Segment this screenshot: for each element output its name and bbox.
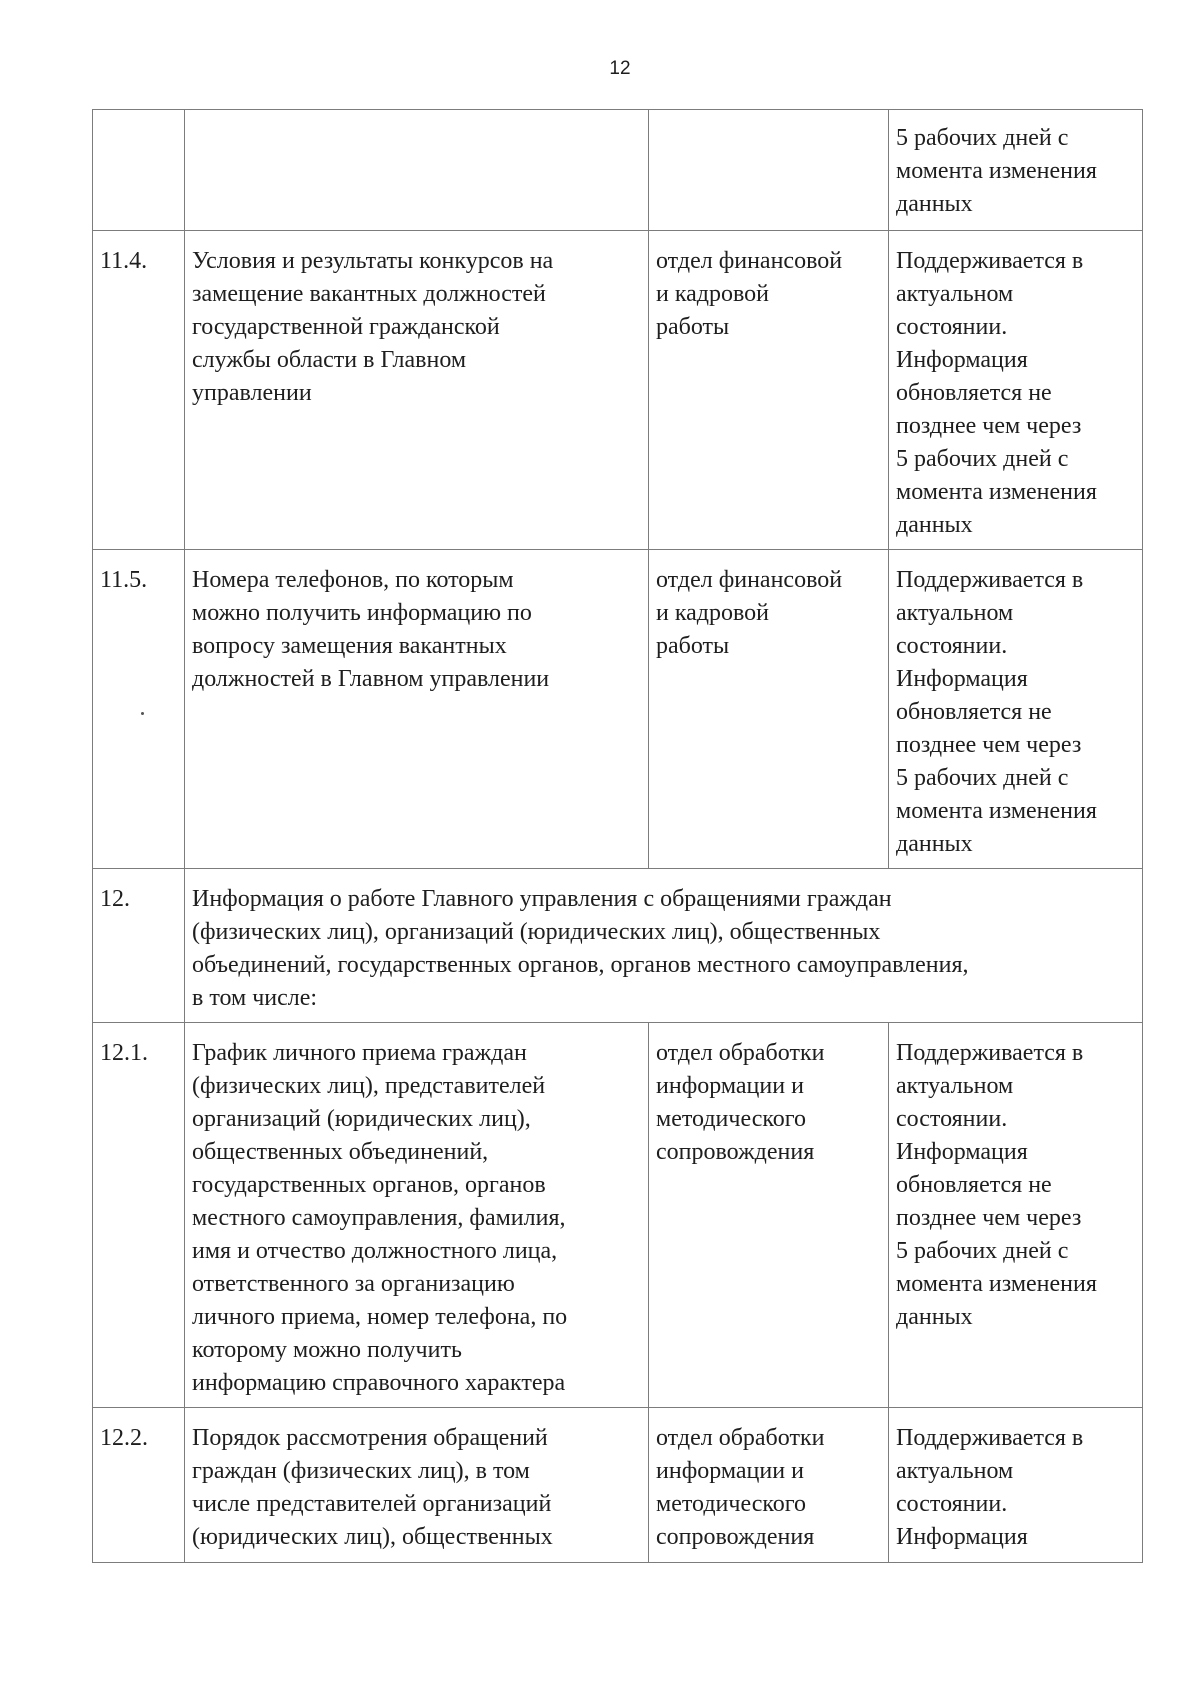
description-cell: Условия и результаты конкурсов на замещение вакантных должностей государственной гражданской службы области в Главном управлении bbox=[185, 231, 649, 550]
row-number-cell: 11.4. bbox=[93, 231, 185, 550]
page-number: 12 bbox=[609, 58, 631, 79]
table-row-section bbox=[93, 869, 1143, 1023]
row-number-cell: 12. bbox=[93, 869, 185, 1023]
table-row bbox=[93, 1023, 1143, 1408]
department-cell: отдел обработки информации и методического сопровождения bbox=[649, 1408, 889, 1563]
department-cell: отдел обработки информации и методического сопровождения bbox=[649, 1023, 889, 1408]
department-cell: отдел финансовой и кадровой работы bbox=[649, 550, 889, 869]
row-number-cell: 12.2. bbox=[93, 1408, 185, 1563]
table-row bbox=[93, 550, 1143, 869]
row-number-cell: 11.5. bbox=[93, 550, 185, 869]
term-cell: Поддерживается в актуальном состоянии. Информация bbox=[889, 1408, 1143, 1563]
term-cell: 5 рабочих дней с момента изменения данных bbox=[889, 110, 1143, 231]
term-cell: Поддерживается в актуальном состоянии. Информация обновляется не позднее чем через 5 рабочих дней с момента изменения данных bbox=[889, 1023, 1143, 1408]
description-cell: Номера телефонов, по которым можно получить информацию по вопросу замещения вакантных должностей в Главном управлении bbox=[185, 550, 649, 869]
description-cell: Порядок рассмотрения обращений граждан (физических лиц), в том числе представителей организаций (юридических лиц), общественных bbox=[185, 1408, 649, 1563]
table-row bbox=[93, 231, 1143, 550]
row-number-cell bbox=[93, 110, 185, 231]
term-cell: Поддерживается в актуальном состоянии. Информация обновляется не позднее чем через 5 рабочих дней с момента изменения данных bbox=[889, 550, 1143, 869]
table-row bbox=[93, 110, 1143, 231]
department-cell bbox=[649, 110, 889, 231]
description-cell: График личного приема граждан (физических лиц), представителей организаций (юридических лиц), общественных объединений, государственных органов, органов местного самоуправления, фамилия, имя и отчество должностного лица, ответственного за организацию личного приема, номер телефона, по которому можно получить информацию справочного характера bbox=[185, 1023, 649, 1408]
row-number-cell: 12.1. bbox=[93, 1023, 185, 1408]
department-cell: отдел финансовой и кадровой работы bbox=[649, 231, 889, 550]
information-table bbox=[92, 109, 1143, 1563]
table-row bbox=[93, 1408, 1143, 1563]
section-heading-cell: Информация о работе Главного управления с обращениями граждан (физических лиц), организаций (юридических лиц), общественных объединений, государственных органов, органов местного самоуправления, в том числе: bbox=[185, 869, 1143, 1023]
term-cell: Поддерживается в актуальном состоянии. Информация обновляется не позднее чем через 5 рабочих дней с момента изменения данных bbox=[889, 231, 1143, 550]
description-cell bbox=[185, 110, 649, 231]
stray-dot bbox=[141, 712, 144, 715]
